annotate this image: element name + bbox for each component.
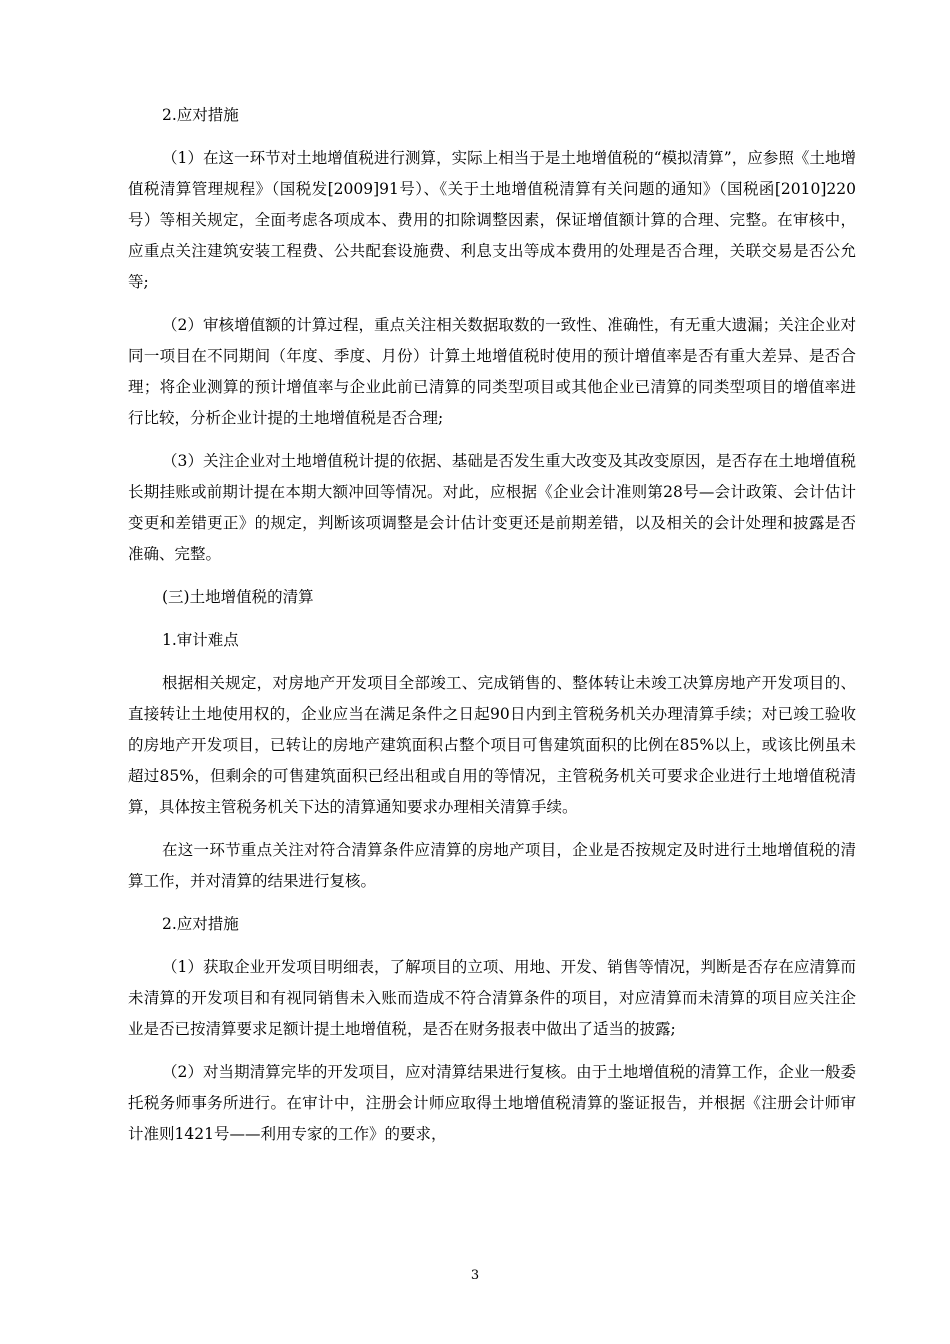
paragraph: （3）关注企业对土地增值税计提的依据、基础是否发生重大改变及其改变原因，是否存在土地增值税长期挂账或前期计提在本期大额冲回等情况。对此，应根据《企业会计准则第28号—会计政策、会计估计变更和差错更正》的规定，判断该项调整是会计估计变更还是前期差错，以及相关的会计处理和披露是否准确、完整。 xyxy=(128,452,856,563)
section-heading: 2.应对措施 xyxy=(162,106,239,124)
paragraph: （2）审核增值额的计算过程，重点关注相关数据取数的一致性、准确性，有无重大遗漏；关注企业对同一项目在不同期间（年度、季度、月份）计算土地增值税时使用的预计增值率是否有重大差异、是否合理；将企业测算的预计增值率与企业此前已清算的同类型项目或其他企业已清算的同类型项目的增值率进行比较，分析企业计提的土地增值税是否合理; xyxy=(128,316,856,427)
paragraph: （1）获取企业开发项目明细表，了解项目的立项、用地、开发、销售等情况，判断是否存在应清算而未清算的开发项目和有视同销售未入账而造成不符合清算条件的项目，对应清算而未清算的项目应关注企业是否已按清算要求足额计提土地增值税，是否在财务报表中做出了适当的披露; xyxy=(128,958,856,1038)
section-heading: (三)土地增值税的清算 xyxy=(162,588,314,606)
section-heading: 2.应对措施 xyxy=(162,915,239,933)
page-content xyxy=(128,100,856,1162)
paragraph: （2）对当期清算完毕的开发项目，应对清算结果进行复核。由于土地增值税的清算工作，企业一般委托税务师事务所进行。在审计中，注册会计师应取得土地增值税清算的鉴证报告，并根据《注册会计师审计准则1421号——利用专家的工作》的要求， xyxy=(128,1063,856,1143)
page-number: 3 xyxy=(470,1268,480,1283)
section-heading: 1.审计难点 xyxy=(162,631,239,649)
paragraph: 在这一环节重点关注对符合清算条件应清算的房地产项目，企业是否按规定及时进行土地增值税的清算工作，并对清算的结果进行复核。 xyxy=(128,841,856,890)
paragraph: 根据相关规定，对房地产开发项目全部竣工、完成销售的、整体转让未竣工决算房地产开发项目的、直接转让土地使用权的，企业应当在满足条件之日起90日内到主管税务机关办理清算手续；对已竣工验收的房地产开发项目，已转让的房地产建筑面积占整个项目可售建筑面积的比例在85%以上，或该比例虽未超过85%，但剩余的可售建筑面积已经出租或自用的等情况，主管税务机关可要求企业进行土地增值税清算，具体按主管税务机关下达的清算通知要求办理相关清算手续。 xyxy=(128,674,856,816)
paragraph: （1）在这一环节对土地增值税进行测算，实际上相当于是土地增值税的“模拟清算”，应参照《土地增值税清算管理规程》（国税发[2009]91号）、《关于土地增值税清算有关问题的通知》（国税函[2010]220号）等相关规定，全面考虑各项成本、费用的扣除调整因素，保证增值额计算的合理、完整。在审核中，应重点关注建筑安装工程费、公共配套设施费、利息支出等成本费用的处理是否合理，关联交易是否公允等; xyxy=(128,149,856,291)
